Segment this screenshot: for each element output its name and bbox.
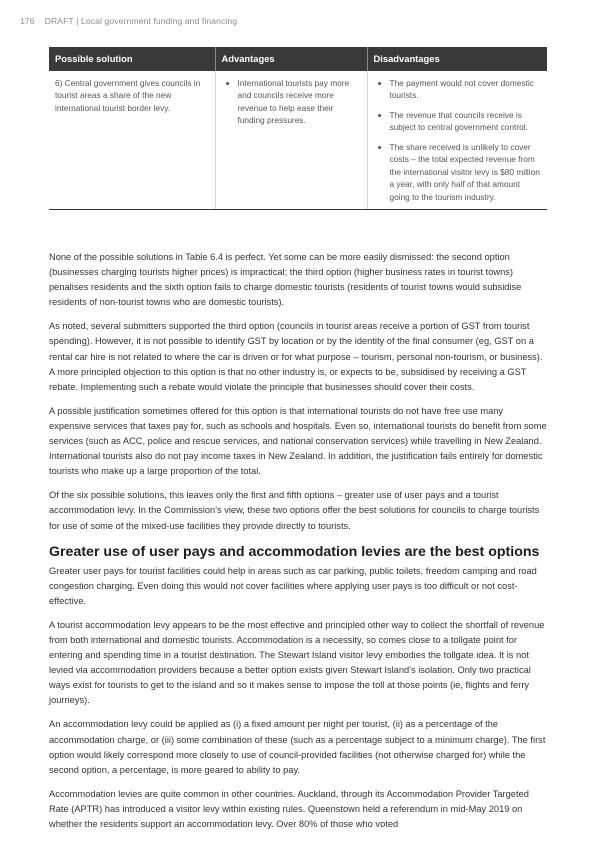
list-item: • The revenue that councils receive is subject to central government control.	[390, 109, 542, 134]
advantages-list	[222, 77, 361, 127]
column-header-disadvantages: Disadvantages	[367, 47, 547, 71]
column-header-advantages: Advantages	[215, 47, 367, 71]
paragraph: Greater user pays for tourist facilities could help in areas such as car parking, public toilets, freedom camping and road congestion charging. Even doing this would not cover facilities where applying user pays is too difficult or not cost-effective.	[49, 565, 537, 606]
section-heading: Greater use of user pays and accommodation levies are the best options	[49, 543, 540, 560]
header-title: DRAFT | Local government funding and financing	[44, 16, 238, 26]
paragraph: A tourist accommodation levy appears to be the most effective and principled other way to collect the shortfall of revenue from both international and domestic tourists. Accommodation is a necessity, so comes close to a tollgate point for entering and spending time in a tourist destination. The Stewart Island visitor levy embodies the tollgate idea. It is not levied via accommodation providers because a better option exists given Stewart Island's isolation. Only two practical ways exist for tourists to get to the island and so it makes sense to impose the toll at those points (ie, flights and ferry journeys).	[49, 619, 545, 706]
paragraph: A possible justification sometimes offered for this option is that international tourists do not have free use many expensive services that taxes pay for, such as schools and hospitals. Even so, international tourists do benefit from some services (such as ACC, police and rescue services, and national conservation services) while travelling in New Zealand. International tourists also do not pay income taxes in New Zealand. In addition, the justification fails entirely for domestic tourists who make up a large proportion of the total.	[49, 405, 547, 477]
paragraph: As noted, several submitters supported the third option (councils in tourist areas receive a portion of GST from tourist spending). However, it is not possible to identify GST by location or by the identity of the final consumer (eg, GST on a rental car hire is not related to where the car is driven or for what purpose – tourism, personal non-tourism, or business). A more principled objection to this option is that no other industry is, or expects to be, subsidised by receiving a GST rebate. Implementing such a rebate would violate the principle that businesses should cover their costs.	[49, 321, 543, 392]
solutions-table	[49, 47, 547, 210]
list-item: • International tourists pay more and councils receive more revenue to help ease their funding pressures.	[238, 77, 361, 127]
paragraph: Of the six possible solutions, this leaves only the first and fifth options – greater use of user pays and a tourist accommodation levy. In the Commission's view, these two options offer the best solutions for councils to charge tourists for use of some of the mixed-use facilities they provide directly to tourists.	[49, 490, 540, 531]
table-header-row	[49, 47, 547, 71]
cell-solution: 6) Central government gives councils in tourist areas a share of the new international tourist border levy.	[49, 71, 215, 210]
paragraph: Accommodation levies are quite common in other countries. Auckland, through its Accommodation Provider Targeted Rate (APTR) has introduced a visitor levy within existing rules. Queenstown held a referendum in mid-May 2019 on whether the residents support an accommodation levy. Over 80% of those who voted	[49, 788, 529, 829]
disadvantages-list	[374, 77, 542, 204]
running-header	[20, 16, 237, 26]
list-item: • The payment would not cover domestic tourists.	[390, 77, 542, 102]
paragraph: An accommodation levy could be applied as (i) a fixed amount per night per tourist, (ii) as a percentage of the accommodation charge, or (iii) some combination of these (such as a percentage subject to a minimum charge). The first option would likely correspond more closely to use of council-provided facilities (not otherwise charged for) while the second option, a percentage, is more geared to ability to pay.	[49, 719, 546, 775]
list-item: • The share received is unlikely to cover costs – the total expected revenue from the international visitor levy is $80 million a year, with only half of that amount going to the tourism industry.	[390, 141, 542, 204]
page-number: 176	[20, 16, 35, 26]
column-header-solution: Possible solution	[49, 47, 215, 71]
cell-disadvantages	[367, 71, 547, 210]
paragraph: None of the possible solutions in Table 6.4 is perfect. Yet some can be more easily dismissed: the second option (businesses charging tourists higher prices) is impractical; the third option (higher business rates in tourist towns) penalises residents and the sixth option fails to charge domestic tourists (residents of tourist towns would subsidise residents of non-tourist towns who are domestic tourists).	[49, 252, 522, 308]
table-row	[49, 71, 547, 210]
body-text	[49, 250, 547, 841]
cell-advantages	[215, 71, 367, 210]
